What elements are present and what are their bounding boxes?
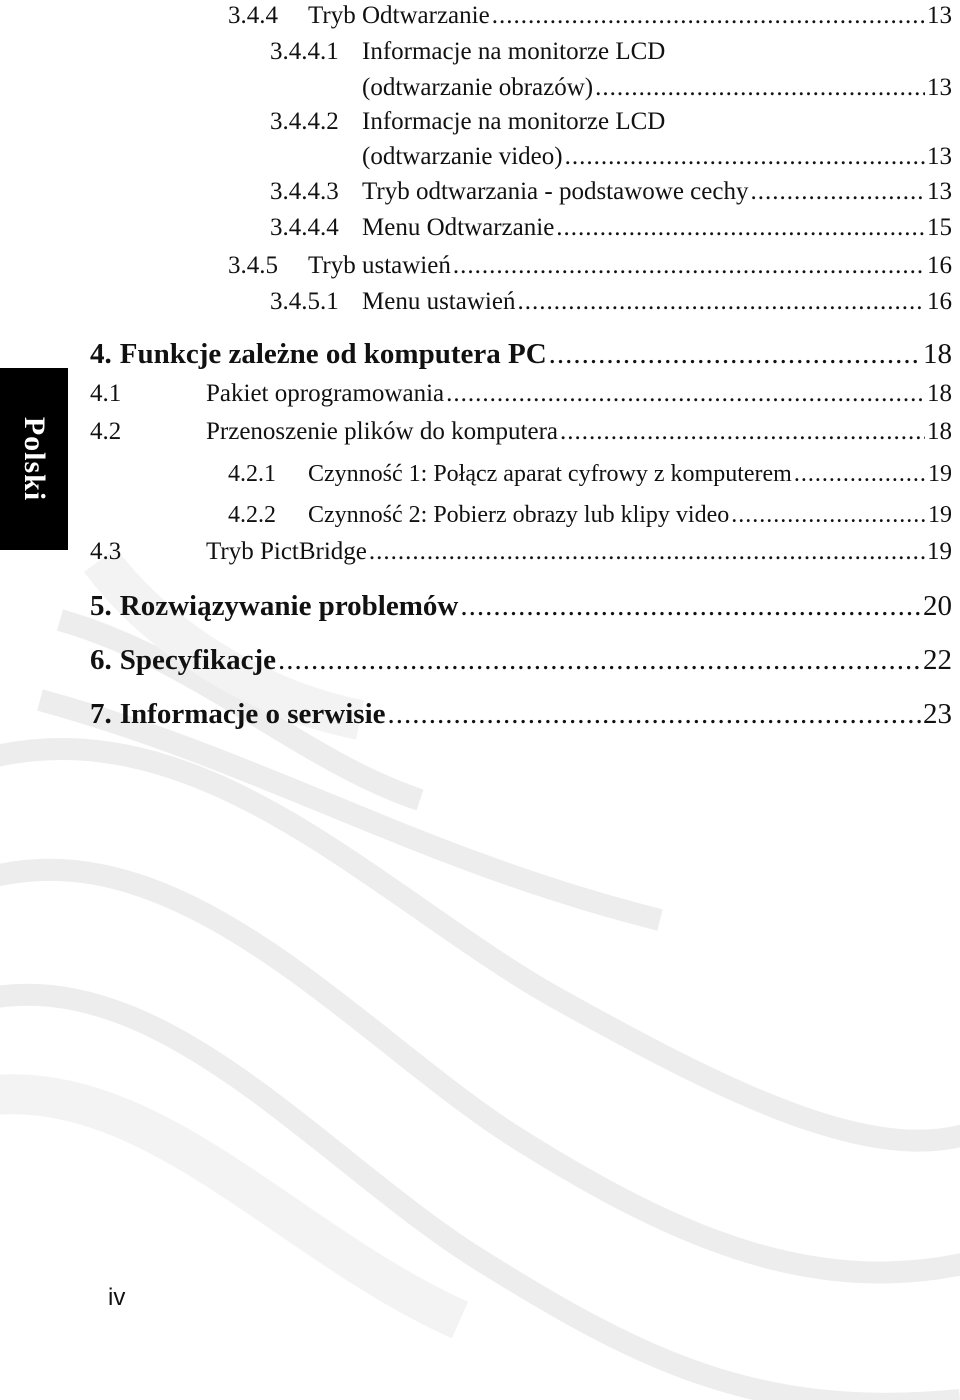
toc-entry-title: Informacje o serwisie: [119, 698, 386, 730]
toc-entry-page: 13: [927, 143, 952, 170]
toc-dot-leader: [453, 250, 925, 282]
toc-entry-number: 4.2: [90, 418, 122, 445]
toc-dot-leader: [446, 378, 925, 410]
toc-entry-number: 4.3: [90, 538, 122, 565]
toc-entry-page: 13: [927, 74, 952, 101]
toc-dot-leader: [731, 499, 926, 531]
toc-entry[interactable]: [270, 286, 952, 318]
toc-entry-number: 4.2.2: [228, 502, 276, 528]
toc-entry-page: 20: [923, 590, 952, 622]
toc-entry-title: Specyfikacje: [119, 644, 276, 676]
toc-chapter-entry[interactable]: [90, 588, 952, 624]
toc-entry-page: 19: [928, 502, 952, 528]
toc-entry[interactable]: [270, 176, 952, 208]
toc-entry-page: 19: [928, 461, 952, 487]
toc-entry-title: Rozwiązywanie problemów: [119, 590, 459, 622]
language-tab-label: Polski: [18, 416, 51, 502]
toc-dot-leader: [388, 696, 922, 732]
toc-dot-leader: [556, 212, 925, 244]
toc-entry-number: 3.4.5: [228, 252, 278, 279]
toc-entry-number: 3.4.4.2: [270, 108, 339, 135]
toc-dot-leader: [560, 416, 925, 448]
language-side-tab: [0, 368, 68, 550]
toc-entry-number: 4.1: [90, 380, 122, 407]
toc-entry-title: Informacje na monitorze LCD: [362, 108, 666, 135]
toc-entry-page: 19: [927, 538, 952, 565]
toc-entry-continuation[interactable]: [362, 72, 952, 104]
toc-dot-leader: [750, 176, 925, 208]
toc-entry-title: Menu Odtwarzanie: [362, 214, 555, 241]
toc-entry-title: Funkcje zależne od komputera PC: [119, 338, 547, 370]
toc-entry-title: Tryb Odtwarzanie: [308, 2, 490, 29]
footer-page-number: iv: [108, 1284, 126, 1311]
toc-entry-continuation-text: (odtwarzanie obrazów): [362, 74, 594, 101]
toc-dot-leader: [460, 588, 921, 624]
toc-entry-number: 3.4.4.4: [270, 214, 339, 241]
toc-entry[interactable]: [270, 36, 665, 68]
toc-entry-page: 16: [927, 252, 952, 279]
toc-entry-title: Informacje na monitorze LCD: [362, 38, 666, 65]
toc-entry-title: Tryb odtwarzania - podstawowe cechy: [362, 178, 749, 205]
toc-entry-page: 13: [927, 2, 952, 29]
toc-entry-page: 22: [923, 644, 952, 676]
toc-entry-title: Tryb ustawień: [308, 252, 451, 279]
toc-entry-page: 18: [923, 338, 952, 370]
toc-entry-page: 15: [927, 214, 952, 241]
toc-entry-title: Tryb PictBridge: [206, 538, 367, 565]
toc-chapter-entry[interactable]: [90, 336, 952, 372]
toc-entry-number: 3.4.4: [228, 2, 278, 29]
toc-entry[interactable]: [228, 499, 952, 531]
toc-entry[interactable]: [270, 212, 952, 244]
toc-entry-title: Pakiet oprogramowania: [206, 380, 445, 407]
toc-entry[interactable]: [270, 106, 665, 138]
toc-entry-title: Menu ustawień: [362, 288, 516, 315]
toc-dot-leader: [565, 141, 925, 173]
toc-dot-leader: [794, 458, 926, 490]
toc-entry-number: 7.: [90, 698, 112, 730]
toc-entry[interactable]: [90, 378, 952, 410]
toc-entry-page: 13: [927, 178, 952, 205]
toc-entry[interactable]: [90, 416, 952, 448]
toc-dot-leader: [549, 336, 921, 372]
toc-dot-leader: [492, 0, 925, 32]
toc-chapter-entry[interactable]: [90, 642, 952, 678]
toc-entry-number: 3.4.4.3: [270, 178, 339, 205]
toc-entry-continuation[interactable]: [362, 141, 952, 173]
toc-entry-number: 6.: [90, 644, 112, 676]
toc-dot-leader: [278, 642, 921, 678]
toc-entry-page: 23: [923, 698, 952, 730]
toc-entry[interactable]: [228, 250, 952, 282]
toc-entry-title: Przenoszenie plików do komputera: [206, 418, 558, 445]
toc-entry-number: 5.: [90, 590, 112, 622]
toc-entry-title: Czynność 1: Połącz aparat cyfrowy z komputerem: [308, 461, 792, 487]
toc-entry[interactable]: [228, 0, 952, 32]
toc-entry-page: 16: [927, 288, 952, 315]
toc-entry[interactable]: [228, 458, 952, 490]
toc-entry[interactable]: [90, 536, 952, 568]
toc-dot-leader: [369, 536, 925, 568]
toc-entry-number: 4.: [90, 338, 112, 370]
toc-chapter-entry[interactable]: [90, 696, 952, 732]
toc-entry-number: 4.2.1: [228, 461, 276, 487]
toc-entry-continuation-text: (odtwarzanie video): [362, 143, 563, 170]
toc-dot-leader: [517, 286, 925, 318]
toc-entry-page: 18: [927, 418, 952, 445]
toc-entry-number: 3.4.5.1: [270, 288, 339, 315]
toc-entry-number: 3.4.4.1: [270, 38, 339, 65]
toc-dot-leader: [595, 72, 925, 104]
toc-entry-page: 18: [927, 380, 952, 407]
toc-entry-title: Czynność 2: Pobierz obrazy lub klipy video: [308, 502, 730, 528]
